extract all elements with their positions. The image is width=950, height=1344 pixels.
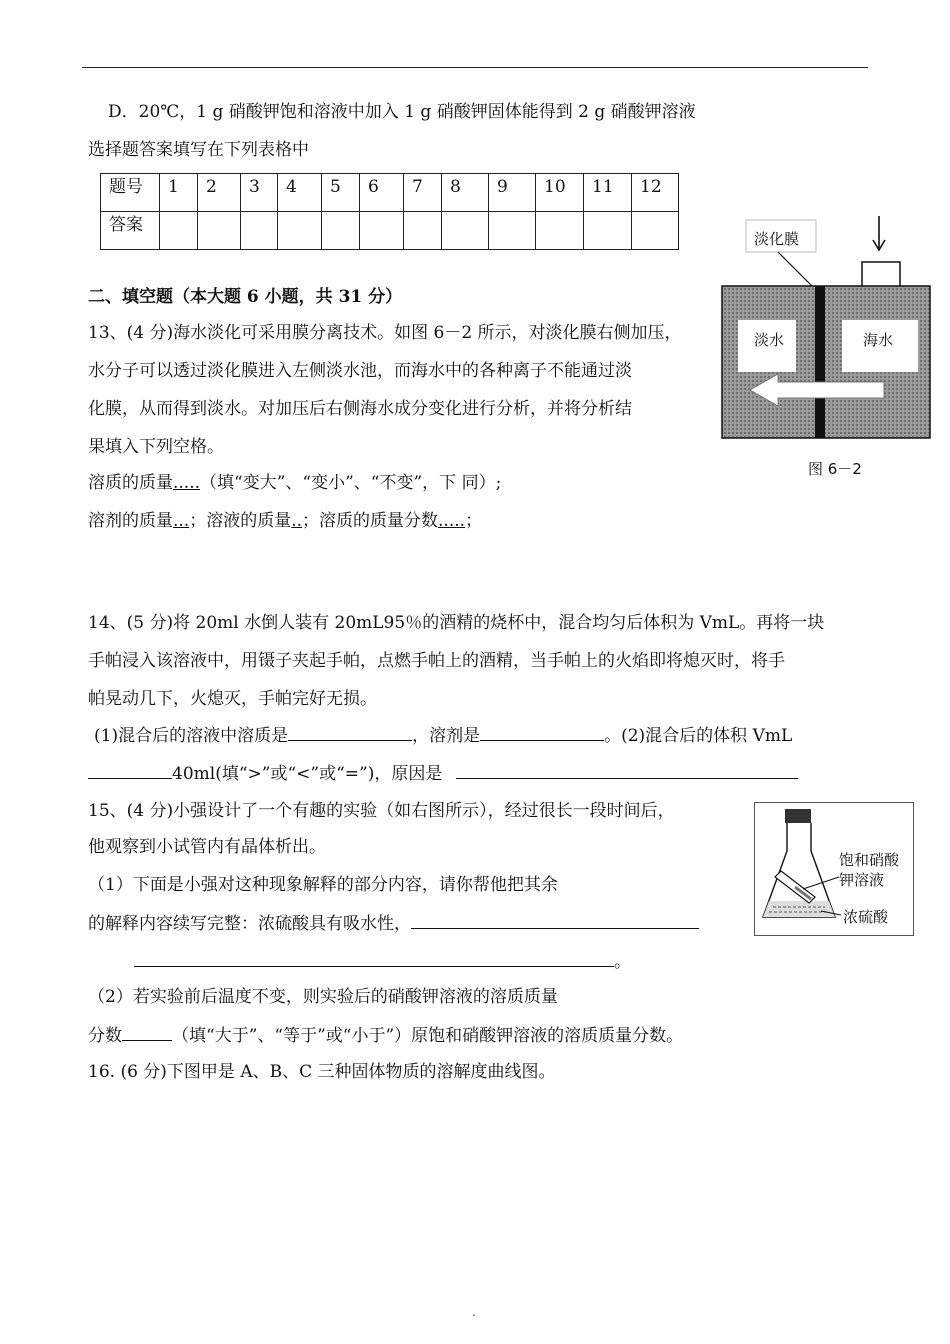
answer-cell[interactable] [536,212,584,250]
row-label: 答案 [101,212,160,250]
leader-line [778,252,816,290]
fresh-water-label: 淡水 [754,331,785,349]
q15-line: （1）下面是小强对这种现象解释的部分内容，请你帮他把其余 [88,875,558,895]
question-number: 2 [198,174,241,212]
text: （填“大于”、“等于”或“小于”）原饱和硝酸钾溶液的溶质质量分数。 [172,1026,684,1046]
desalination-figure [720,212,932,480]
answer-cell[interactable] [241,212,278,250]
table-row [101,174,679,212]
figure-caption: 图 6－2 [808,460,862,478]
answer-blank[interactable]: ..... [173,473,201,493]
q13-line: 果填入下列空格。 [88,437,224,457]
q14-line: 14、(5 分)将 20ml 水倒人装有 20mL95％的酒精的烧杯中，混合均匀后体积为 VmL。再将一块 [88,613,825,633]
question-number: 10 [536,174,584,212]
text: (1)混合后的溶液中溶质是 [94,726,289,746]
q14-line: 帕晃动几下，火熄灭，手帕完好无损。 [88,689,377,709]
question-number: 8 [442,174,489,212]
text: 溶剂的质量 [88,511,173,531]
text: ；溶质的质量分数 [302,511,439,531]
compare-blank[interactable] [88,762,172,779]
text: （填“变大”、“变小”、“不变”，下 同）; [200,473,502,493]
q15-line [88,912,699,935]
answer-cell[interactable] [278,212,322,250]
q14-part1 [94,724,792,747]
question-number: 6 [360,174,404,212]
explanation-blank[interactable] [411,912,699,929]
question-number: 7 [404,174,442,212]
question-number: 4 [278,174,322,212]
answer-cell[interactable] [404,212,442,250]
sea-water-label: 海水 [863,331,894,349]
flask-label-bottom: 浓硫酸 [843,908,889,926]
option-d: D．20℃，1 g 硝酸钾饱和溶液中加入 1 g 硝酸钾固体能得到 2 g 硝酸钾溶液 [108,102,696,122]
answer-cell[interactable] [322,212,360,250]
compare-blank[interactable] [122,1024,172,1041]
flask-figure [754,802,914,936]
question-number: 9 [489,174,536,212]
solvent-blank[interactable] [480,724,604,741]
q15-line: 他观察到小试管内有晶体析出。 [88,837,326,857]
answer-blank[interactable]: ..... [438,511,466,531]
question-number: 11 [584,174,632,212]
q16-line: 16. (6 分)下图甲是 A、B、C 三种固体物质的溶解度曲线图。 [88,1062,556,1082]
text: 。(2)混合后的体积 VmL [604,726,793,746]
footer-mark: . [472,1305,476,1319]
table-intro: 选择题答案填写在下列表格中 [88,140,309,160]
answer-blank[interactable]: ... [173,511,190,531]
text: ；溶液的质量 [189,511,292,531]
question-number: 5 [322,174,360,212]
answer-cell[interactable] [632,212,679,250]
q15-line: 15、(4 分)小强设计了一个有趣的实验（如右图所示），经过很长一段时间后， [88,801,675,821]
flask-label-top-2: 钾溶液 [839,871,885,889]
row-label: 题号 [101,174,160,212]
text: 40ml(填“>”或“<”或“=”)，原因是 [172,764,443,784]
text: 溶质的质量 [88,473,173,493]
q13-line: 13、(4 分)海水淡化可采用膜分离技术。如图 6－2 所示，对淡化膜右侧加压， [88,323,682,343]
q13-line: 水分子可以透过淡化膜进入左侧淡水池，而海水中的各种离子不能通过淡 [88,361,632,381]
answer-cell[interactable] [584,212,632,250]
text: 的解释内容续写完整：浓硫酸具有吸水性， [88,914,411,934]
q14-part2 [88,762,798,785]
header-rule [82,67,868,68]
q15-line [134,950,631,973]
text: 分数 [88,1026,122,1046]
answer-cell[interactable] [160,212,198,250]
table-row [101,212,679,250]
solute-blank[interactable] [288,724,412,741]
membrane-bar [815,286,825,438]
answer-blank[interactable]: .. [291,511,303,531]
acid-liquid [763,901,835,917]
question-number: 1 [160,174,198,212]
answer-cell[interactable] [442,212,489,250]
explanation-blank-2[interactable] [134,950,614,967]
q13-line: 化膜，从而得到淡水。对加压后右侧海水成分变化进行分析，并将分析结 [88,399,632,419]
section-title: 二、填空题（本大题 6 小题，共 31 分） [88,287,403,307]
flask-label-top-1: 饱和硝酸 [839,851,900,869]
q14-line: 手帕浸入该溶液中，用镊子夹起手帕，点燃手帕上的酒精，当手帕上的火焰即将熄灭时，将手 [88,651,785,671]
question-number: 12 [632,174,679,212]
answer-cell[interactable] [489,212,536,250]
membrane-label: 淡化膜 [754,230,800,248]
stopper [785,809,811,823]
text: ； [465,511,483,531]
answer-cell[interactable] [360,212,404,250]
q13-solute-mass [88,472,501,494]
answer-cell[interactable] [198,212,241,250]
q15-line: （2）若实验前后温度不变，则实验后的硝酸钾溶液的溶质质量 [88,987,558,1007]
desalination-diagram [720,212,932,480]
answer-table [100,173,679,250]
reason-blank[interactable] [456,762,798,779]
question-number: 3 [241,174,278,212]
q15-line [88,1024,683,1047]
q13-solvent-mass [88,510,482,532]
text: ，溶剂是 [412,726,481,746]
text: 。 [614,952,631,972]
